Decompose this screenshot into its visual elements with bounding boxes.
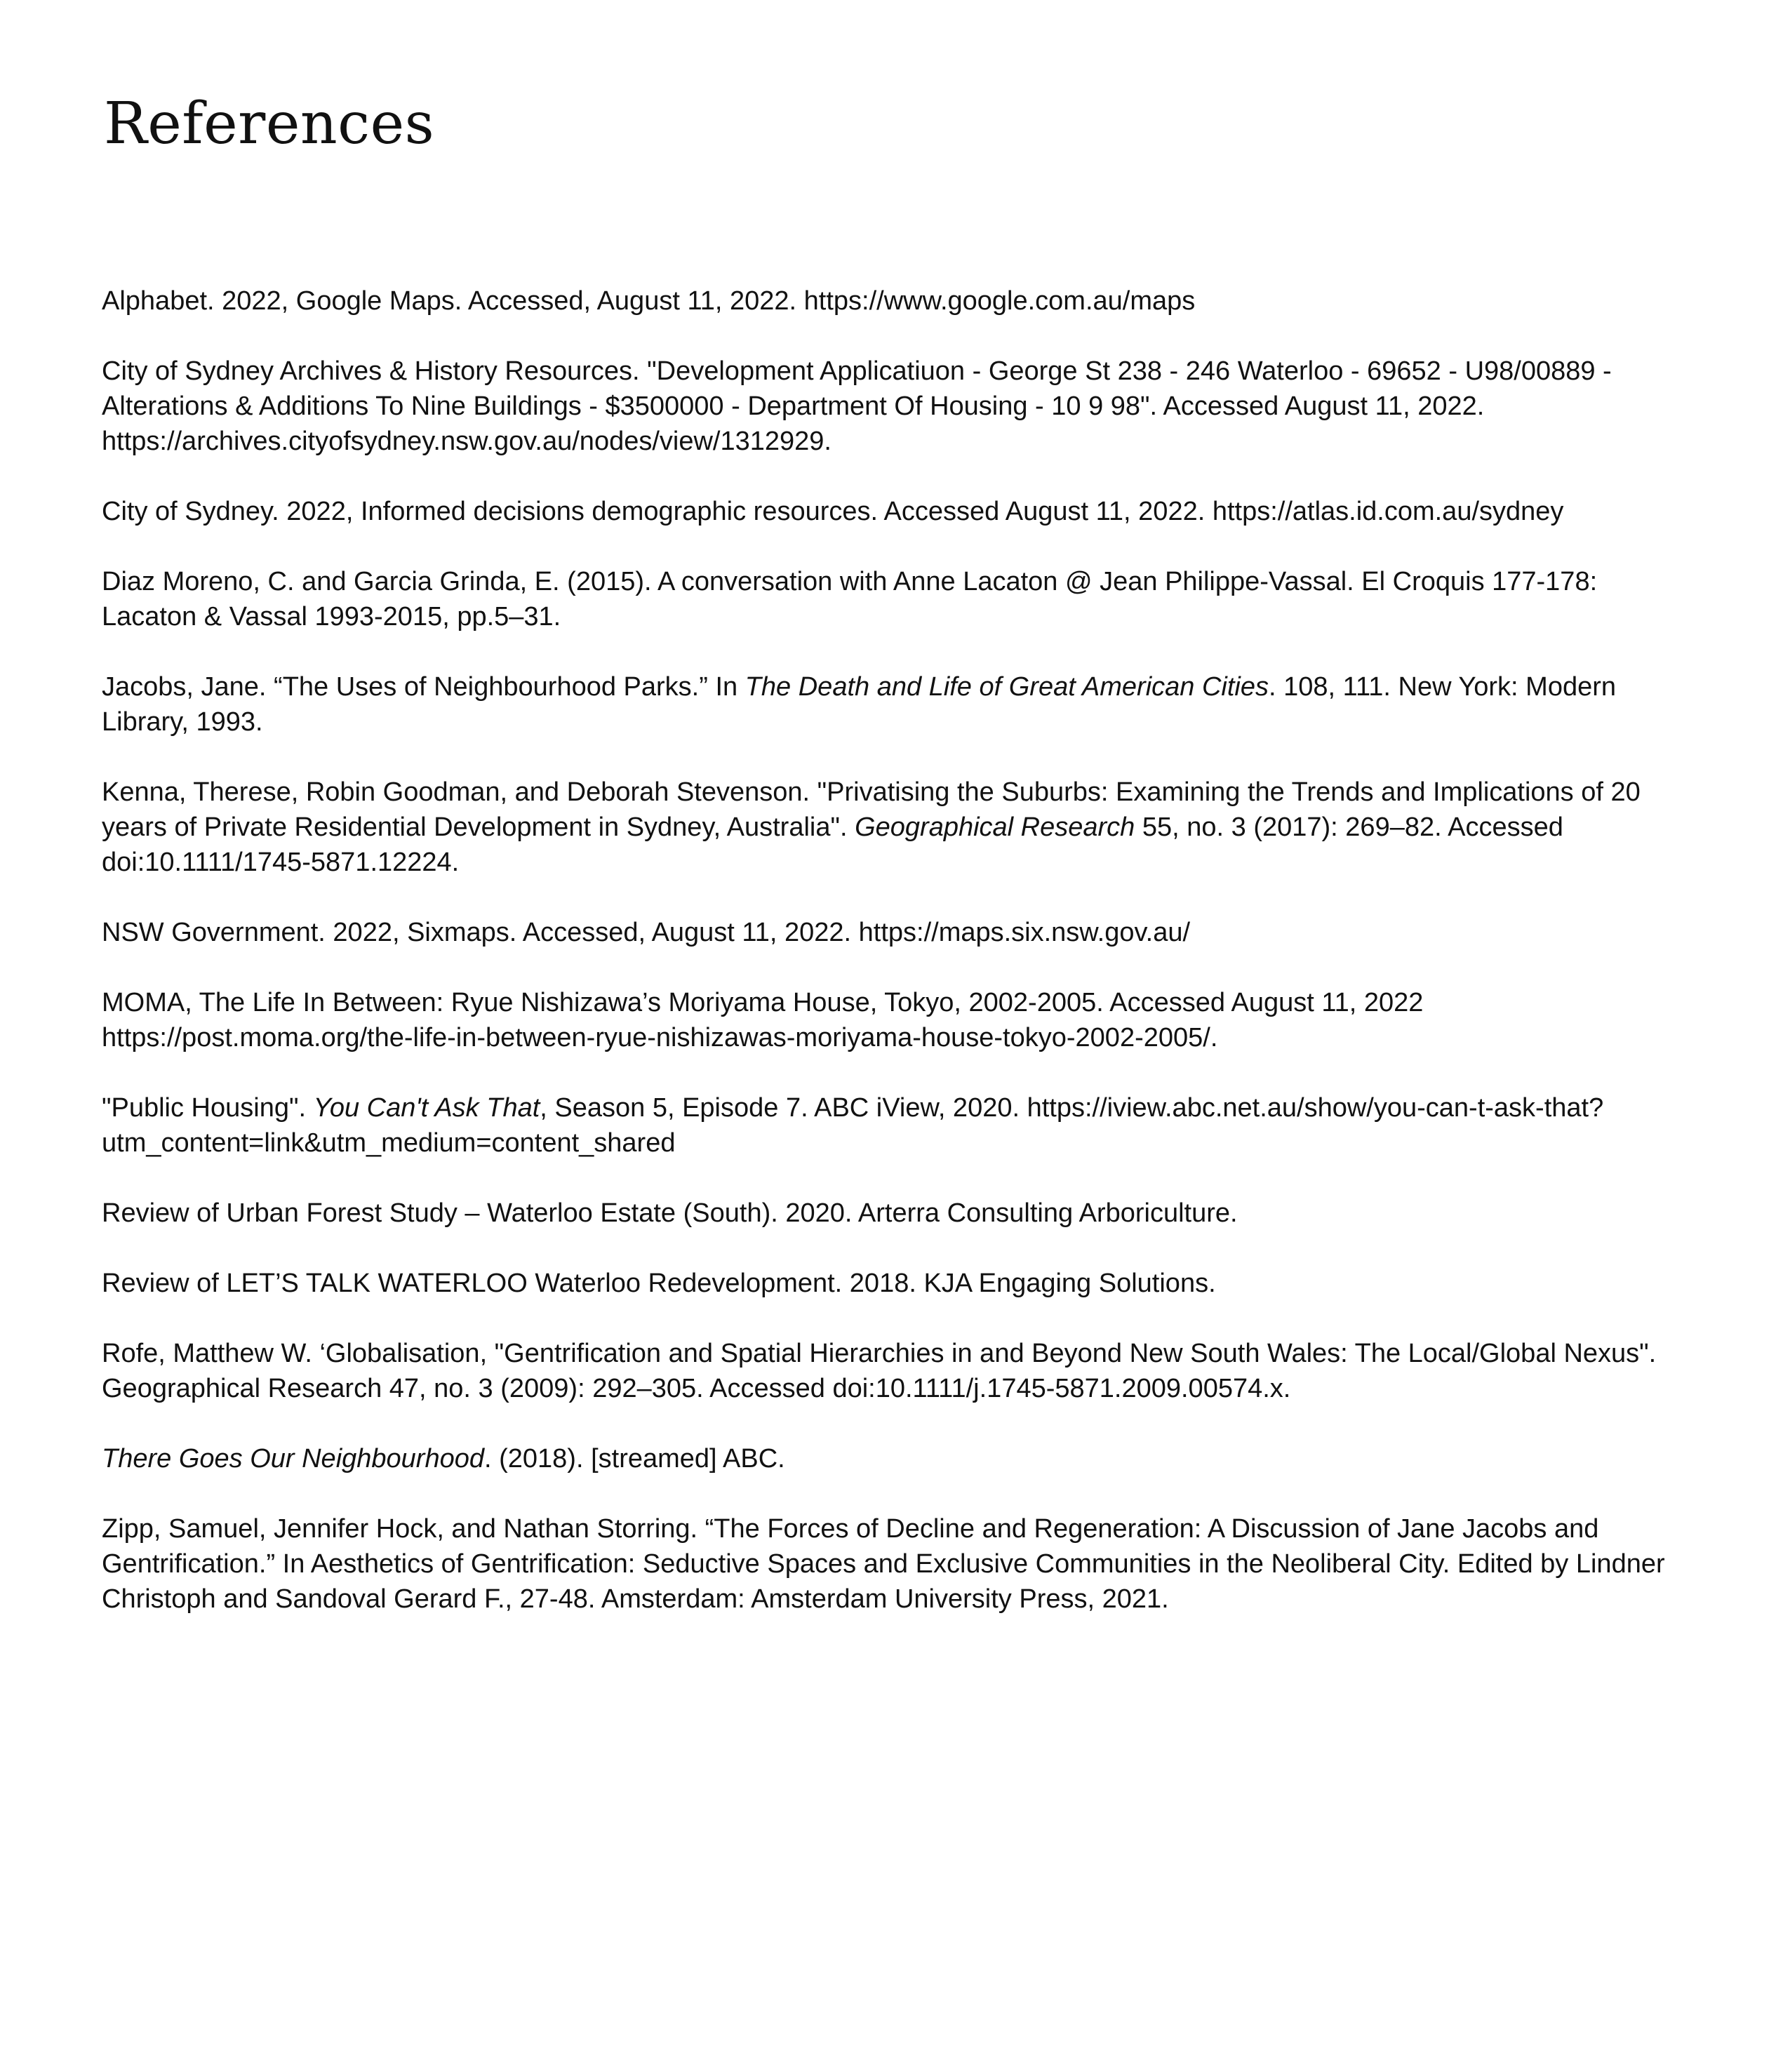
reference-entry xyxy=(102,1090,1688,1161)
reference-entry xyxy=(102,494,1688,529)
reference-text: Zipp, Samuel, Jennifer Hock, and Nathan Storring. “The Forces of Decline and Regeneration: A Discussion of Jane Jacobs and Gentrification.” In Aesthetics of Gentrification: Seductive Spaces and Exclusive Communities in the Neoliberal City. Edited by Lindner Christoph and Sandoval Gerard F., 27-48. Amsterdam: Amsterdam University Press, 2021. xyxy=(102,1514,1665,1614)
reference-list xyxy=(102,283,1688,1652)
reference-text: City of Sydney. 2022, Informed decisions demographic resources. Accessed August 11, 2022. https://atlas.id.com.au/sydney xyxy=(102,497,1564,526)
reference-text: Alphabet. 2022, Google Maps. Accessed, August 11, 2022. https://www.google.com.au/maps xyxy=(102,286,1196,316)
reference-text: "Public Housing". xyxy=(102,1093,314,1123)
reference-entry xyxy=(102,775,1688,880)
reference-entry xyxy=(102,1266,1688,1301)
reference-text: Kenna, Therese, Robin Goodman, and Deborah Stevenson. "Privatising the Suburbs: Examining the Trends and Implications of 20 years of Private Residential Development in Sydney, Australia". xyxy=(102,777,1641,842)
reference-text: Jacobs, Jane. “The Uses of Neighbourhood Parks.” In xyxy=(102,672,745,702)
reference-title-italic: The Death and Life of Great American Cities xyxy=(744,672,1269,702)
reference-text: , Season 5, Episode 7. ABC iView, 2020. https://iview.abc.net.au/show/you-can-t-ask-that?utm_content=link&utm_medium=content_shared xyxy=(102,1093,1604,1158)
reference-entry xyxy=(102,1441,1688,1476)
reference-entry xyxy=(102,564,1688,634)
reference-entry xyxy=(102,669,1688,740)
reference-title-italic: There Goes Our Neighbourhood xyxy=(102,1444,484,1473)
reference-entry xyxy=(102,354,1688,459)
reference-entry xyxy=(102,1511,1688,1617)
reference-title-italic: You Can't Ask That xyxy=(313,1093,540,1123)
reference-text: Review of LET’S TALK WATERLOO Waterloo Redevelopment. 2018. KJA Engaging Solutions. xyxy=(102,1269,1216,1298)
reference-text: Diaz Moreno, C. and Garcia Grinda, E. (2015). A conversation with Anne Lacaton @ Jean Philippe-Vassal. El Croquis 177-178: Lacaton & Vassal 1993-2015, pp.5–31. xyxy=(102,567,1598,631)
reference-text: Rofe, Matthew W. ‘Globalisation, "Gentrification and Spatial Hierarchies in and Beyond New South Wales: The Local/Global Nexus". Geographical Research 47, no. 3 (2009): 292–305. Accessed doi:10.1111/j.1745-5871.2009.00574.x. xyxy=(102,1339,1657,1403)
reference-text: Review of Urban Forest Study – Waterloo Estate (South). 2020. Arterra Consulting Arboriculture. xyxy=(102,1198,1238,1228)
reference-text: NSW Government. 2022, Sixmaps. Accessed, August 11, 2022. https://maps.six.nsw.gov.au/ xyxy=(102,918,1191,947)
reference-text: . 108, 111. New York: Modern Library, 1993. xyxy=(102,672,1617,737)
reference-text: City of Sydney Archives & History Resources. "Development Applicatiuon - George St 238 - 246 Waterloo - 69652 - U98/00889 - Alterations & Additions To Nine Buildings - $3500000 - Department Of Housing - 10 9 98". Accessed August 11, 2022. https://archives.cityofsydney.nsw.gov.au/nodes/view/1312929. xyxy=(102,356,1612,456)
reference-text: . (2018). [streamed] ABC. xyxy=(484,1444,785,1473)
reference-entry xyxy=(102,985,1688,1055)
reference-entry xyxy=(102,1336,1688,1406)
reference-text: 55, no. 3 (2017): 269–82. Accessed doi:10.1111/1745-5871.12224. xyxy=(102,813,1563,877)
reference-entry xyxy=(102,915,1688,950)
page-title: References xyxy=(104,91,435,157)
reference-entry xyxy=(102,283,1688,319)
reference-text: MOMA, The Life In Between: Ryue Nishizawa’s Moriyama House, Tokyo, 2002-2005. Accessed August 11, 2022 https://post.moma.org/the-life-in-between-ryue-nishizawas-moriyama-house-tokyo-2002-2005/. xyxy=(102,988,1424,1052)
reference-title-italic: Geographical Research xyxy=(855,813,1135,842)
reference-entry xyxy=(102,1196,1688,1231)
